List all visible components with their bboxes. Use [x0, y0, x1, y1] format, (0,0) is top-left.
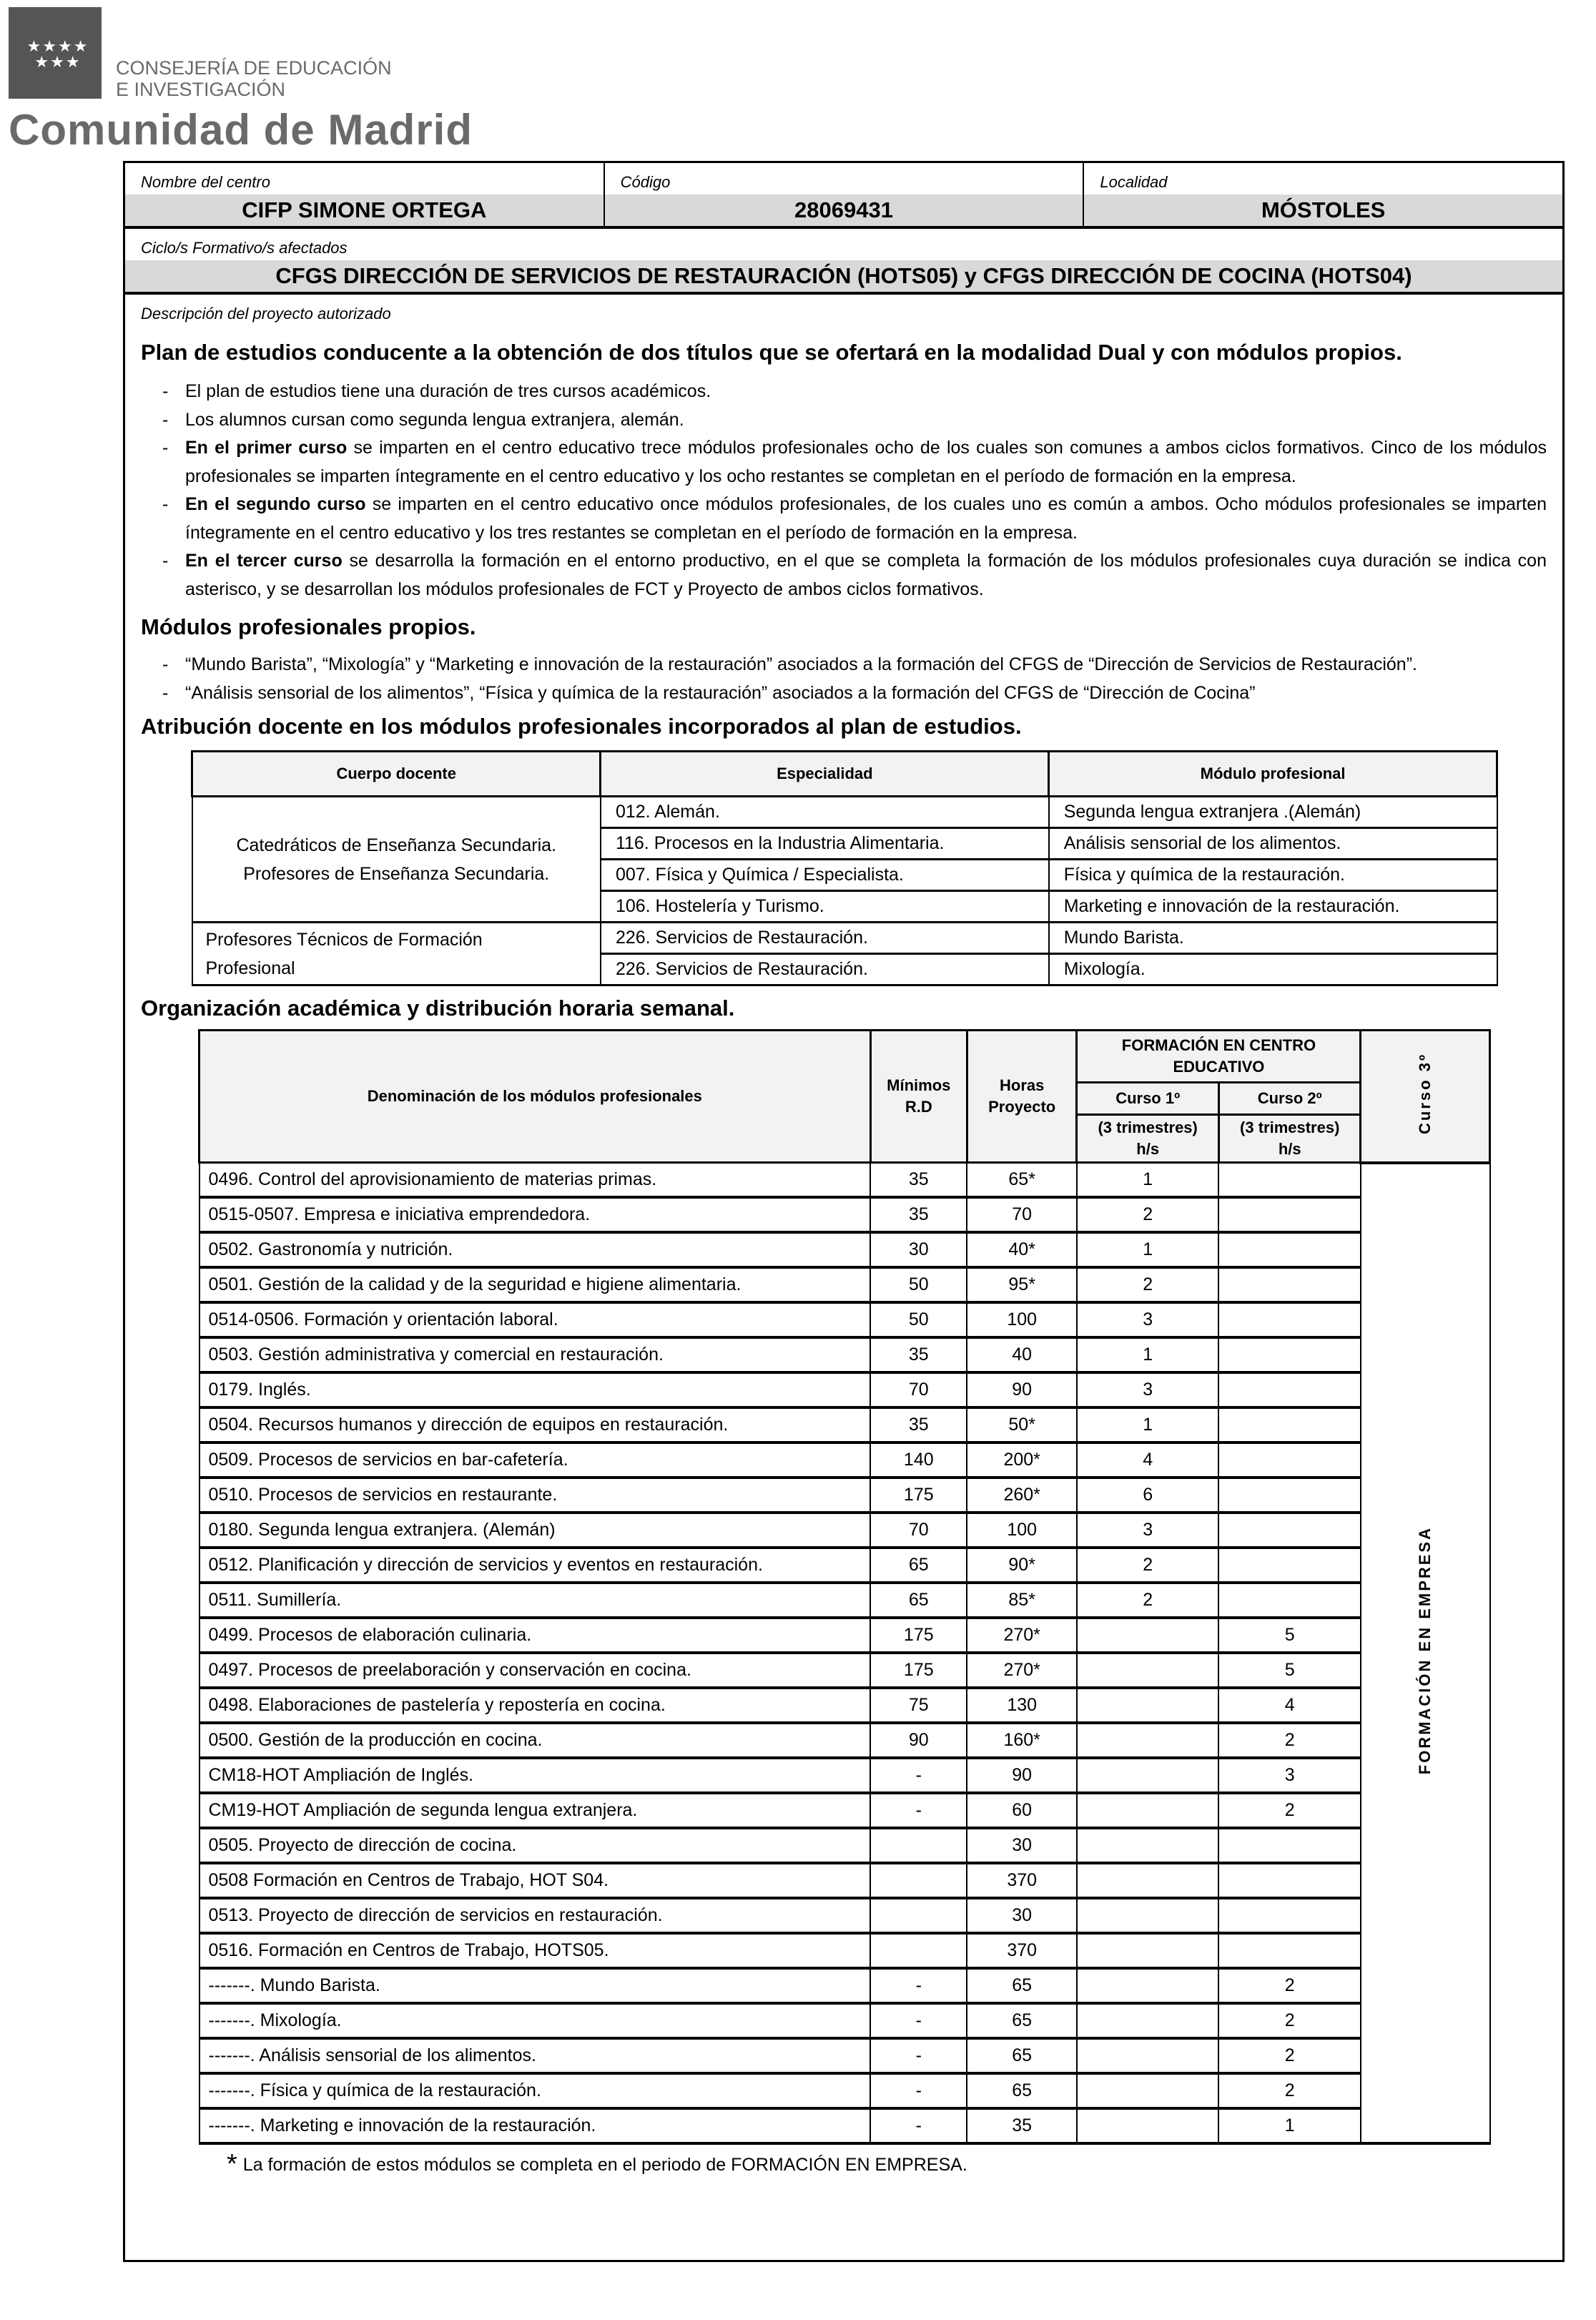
module-name-cell: 0500. Gestión de la producción en cocina.: [200, 1723, 871, 1758]
minimos-cell: 140: [870, 1442, 967, 1478]
plan-bullet: - El plan de estudios tiene una duración de tres cursos académicos.: [162, 378, 1547, 406]
minimos-cell: -: [870, 1793, 967, 1828]
curso2-hours-cell: [1218, 1372, 1361, 1407]
curso2-hours-cell: [1218, 1197, 1361, 1232]
comunidad-madrid-logo: [9, 7, 509, 154]
horas-cell: 60: [967, 1793, 1076, 1828]
module-name-cell: 0180. Segunda lengua extranjera. (Alemán): [200, 1513, 871, 1548]
module-name-cell: -------. Análisis sensorial de los alimentos.: [200, 2038, 871, 2073]
code-label: Código: [620, 173, 671, 191]
minimos-cell: 70: [870, 1513, 967, 1548]
module-name-cell: 0179. Inglés.: [200, 1372, 871, 1407]
curso1-hours-cell: 3: [1077, 1372, 1219, 1407]
cuerpo-catedraticos: Catedráticos de Enseñanza Secundaria. Profesores de Enseñanza Secundaria.: [192, 797, 601, 923]
curso2-hours-cell: 2: [1218, 1968, 1361, 2003]
own-modules-bullets: [141, 651, 1547, 707]
minimos-cell: 175: [870, 1618, 967, 1653]
table-row: [200, 1653, 1490, 1688]
curso1-hours-cell: [1077, 1793, 1219, 1828]
curso2-hours-cell: 2: [1218, 1793, 1361, 1828]
table-row: [200, 1232, 1490, 1267]
cycles-row: [125, 229, 1562, 295]
centre-name-value: CIFP SIMONE ORTEGA: [125, 195, 604, 226]
horas-cell: 35: [967, 2108, 1076, 2143]
curso1-hours-cell: [1077, 1933, 1219, 1968]
plan-title: Plan de estudios conducente a la obtención de dos títulos que se ofertará en la modalidad Dual y con módulos propios.: [141, 340, 1402, 365]
col-modulo-profesional: Módulo profesional: [1049, 752, 1497, 797]
table-row: [200, 1723, 1490, 1758]
table-row: [200, 1372, 1490, 1407]
minimos-cell: -: [870, 2073, 967, 2108]
curso1-hours-cell: [1077, 1618, 1219, 1653]
module-name-cell: 0497. Procesos de preelaboración y conservación en cocina.: [200, 1653, 871, 1688]
module-name-cell: -------. Marketing e innovación de la restauración.: [200, 2108, 871, 2143]
minimos-cell: -: [870, 2108, 967, 2143]
curso2-hours-cell: [1218, 1232, 1361, 1267]
table-row: [200, 1618, 1490, 1653]
plan-bullet: - En el tercer curso se desarrolla la formación en el entorno productivo, en el que se completa la formación de los módulos profesionales cuya duración se indica con asterisco, y se desarrollan los módulos profesionales de FCT y Proyecto de ambos ciclos formativos.: [162, 547, 1547, 604]
minimos-cell: [870, 1828, 967, 1863]
col-horas: Horas Proyecto: [967, 1031, 1076, 1163]
curso1-hours-cell: [1077, 1898, 1219, 1933]
module-name-cell: 0511. Sumillería.: [200, 1583, 871, 1618]
module-name-cell: 0514-0506. Formación y orientación laboral.: [200, 1302, 871, 1337]
table-row: [200, 2003, 1490, 2038]
curso1-hours-cell: 1: [1077, 1163, 1219, 1198]
centre-info-row: [125, 163, 1562, 229]
modulo-cell: Marketing e innovación de la restauración.: [1049, 891, 1497, 923]
module-name-cell: 0509. Procesos de servicios en bar-cafetería.: [200, 1442, 871, 1478]
horas-cell: 95*: [967, 1267, 1076, 1302]
curso1-hours-cell: 1: [1077, 1337, 1219, 1372]
horas-cell: 70: [967, 1197, 1076, 1232]
module-name-cell: 0515-0507. Empresa e iniciativa emprendedora.: [200, 1197, 871, 1232]
curso1-hours-cell: 1: [1077, 1232, 1219, 1267]
curso2-hours-cell: 2: [1218, 2073, 1361, 2108]
especialidad-cell: 226. Servicios de Restauración.: [601, 923, 1049, 954]
module-name-cell: 0503. Gestión administrativa y comercial en restauración.: [200, 1337, 871, 1372]
minimos-cell: 35: [870, 1197, 967, 1232]
logo-emblem: [9, 7, 102, 99]
table-row: [200, 1793, 1490, 1828]
curso1-hours-cell: [1077, 2003, 1219, 2038]
table-row: [200, 1197, 1490, 1232]
module-name-cell: 0501. Gestión de la calidad y de la seguridad e higiene alimentaria.: [200, 1267, 871, 1302]
curso2-hours-cell: [1218, 1513, 1361, 1548]
locality-cell: [1084, 163, 1562, 226]
modulo-cell: Mixología.: [1049, 954, 1497, 985]
minimos-cell: 35: [870, 1337, 967, 1372]
minimos-cell: 75: [870, 1688, 967, 1723]
horas-cell: 130: [967, 1688, 1076, 1723]
minimos-cell: -: [870, 1968, 967, 2003]
curso2-hours-cell: [1218, 1863, 1361, 1898]
horas-cell: 65*: [967, 1163, 1076, 1198]
locality-label: Localidad: [1100, 173, 1168, 191]
asterisk-icon: *: [227, 2149, 237, 2179]
table-row: [200, 2073, 1490, 2108]
table-row: [200, 1968, 1490, 2003]
horas-cell: 30: [967, 1828, 1076, 1863]
curso1-hours-cell: [1077, 1828, 1219, 1863]
horas-cell: 270*: [967, 1618, 1076, 1653]
formacion-empresa-label: FORMACIÓN EN EMPRESA: [1416, 1526, 1434, 1775]
col-curso1-trimestres: (3 trimestres) h/s: [1077, 1115, 1219, 1163]
table-row: [200, 1863, 1490, 1898]
curso1-hours-cell: [1077, 2108, 1219, 2143]
curso2-hours-cell: [1218, 1337, 1361, 1372]
minimos-cell: 175: [870, 1478, 967, 1513]
curso2-hours-cell: [1218, 1163, 1361, 1198]
hours-table-body: [200, 1163, 1490, 2144]
minimos-cell: [870, 1898, 967, 1933]
horas-cell: 200*: [967, 1442, 1076, 1478]
horas-cell: 65: [967, 2073, 1076, 2108]
cycles-value: CFGS DIRECCIÓN DE SERVICIOS DE RESTAURACIÓN (HOTS05) y CFGS DIRECCIÓN DE COCINA (HOTS04): [125, 260, 1562, 292]
curso1-hours-cell: 4: [1077, 1442, 1219, 1478]
curso1-hours-cell: [1077, 1723, 1219, 1758]
consejeria-name: CONSEJERÍA DE EDUCACIÓN E INVESTIGACIÓN: [116, 57, 392, 100]
minimos-cell: 70: [870, 1372, 967, 1407]
cycles-label: Ciclo/s Formativo/s afectados: [141, 239, 348, 257]
curso1-hours-cell: [1077, 1863, 1219, 1898]
col-curso3: Curso 3º: [1361, 1031, 1490, 1163]
horas-cell: 65: [967, 2003, 1076, 2038]
own-module-bullet: - “Análisis sensorial de los alimentos”, “Física y química de la restauración” asociados a la formación del CFGS de “Dirección de Cocina”: [162, 679, 1547, 708]
module-name-cell: 0496. Control del aprovisionamiento de materias primas.: [200, 1163, 871, 1198]
modulo-cell: Mundo Barista.: [1049, 923, 1497, 954]
module-name-cell: 0508 Formación en Centros de Trabajo, HOT S04.: [200, 1863, 871, 1898]
attribution-title: Atribución docente en los módulos profesionales incorporados al plan de estudios.: [141, 714, 1022, 739]
curso1-hours-cell: [1077, 2038, 1219, 2073]
horas-cell: 270*: [967, 1653, 1076, 1688]
curso1-hours-cell: 6: [1077, 1478, 1219, 1513]
curso1-hours-cell: 3: [1077, 1513, 1219, 1548]
horas-cell: 370: [967, 1863, 1076, 1898]
curso2-hours-cell: [1218, 1898, 1361, 1933]
plan-bullet: - En el primer curso se imparten en el centro educativo trece módulos profesionales ocho de los cuales son comunes a ambos ciclos formativos. Cinco de los módulos profesionales se imparten íntegramente en el centro educativo y los ocho restantes se completan en el período de formación en la empresa.: [162, 434, 1547, 491]
minimos-cell: 175: [870, 1653, 967, 1688]
table-row: [192, 797, 1497, 828]
horas-cell: 100: [967, 1302, 1076, 1337]
minimos-cell: 65: [870, 1583, 967, 1618]
table-row: [200, 1548, 1490, 1583]
horas-cell: 85*: [967, 1583, 1076, 1618]
curso2-hours-cell: [1218, 1267, 1361, 1302]
minimos-cell: 65: [870, 1548, 967, 1583]
module-name-cell: 0505. Proyecto de dirección de cocina.: [200, 1828, 871, 1863]
horas-cell: 260*: [967, 1478, 1076, 1513]
own-modules-title: Módulos profesionales propios.: [141, 614, 476, 639]
module-name-cell: 0513. Proyecto de dirección de servicios en restauración.: [200, 1898, 871, 1933]
module-name-cell: 0512. Planificación y dirección de servicios y eventos en restauración.: [200, 1548, 871, 1583]
horas-cell: 370: [967, 1933, 1076, 1968]
horas-cell: 65: [967, 1968, 1076, 2003]
curso1-hours-cell: 2: [1077, 1267, 1219, 1302]
col-cuerpo-docente: Cuerpo docente: [192, 752, 601, 797]
minimos-cell: 90: [870, 1723, 967, 1758]
table-row: [200, 1337, 1490, 1372]
curso2-hours-cell: 1: [1218, 2108, 1361, 2143]
minimos-cell: 50: [870, 1267, 967, 1302]
plan-bullet: - En el segundo curso se imparten en el centro educativo once módulos profesionales, de los cuales uno es común a ambos. Ocho módulos profesionales se imparten íntegramente en el centro educativo y los tres restantes se completan en el período de formación en la empresa.: [162, 491, 1547, 547]
col-curso2-trimestres: (3 trimestres) h/s: [1218, 1115, 1361, 1163]
modulo-cell: Análisis sensorial de los alimentos.: [1049, 828, 1497, 860]
col-minimos: Mínimos R.D: [870, 1031, 967, 1163]
curso2-hours-cell: 4: [1218, 1688, 1361, 1723]
cuerpo-profesores-tecnicos: Profesores Técnicos de Formación Profesional: [192, 923, 601, 985]
curso1-hours-cell: [1077, 1653, 1219, 1688]
horas-cell: 65: [967, 2038, 1076, 2073]
especialidad-cell: 012. Alemán.: [601, 797, 1049, 828]
horas-cell: 100: [967, 1513, 1076, 1548]
module-name-cell: -------. Mundo Barista.: [200, 1968, 871, 2003]
table-row: [200, 1513, 1490, 1548]
horas-cell: 90: [967, 1372, 1076, 1407]
hours-table: [198, 1029, 1491, 2145]
especialidad-cell: 007. Física y Química / Especialista.: [601, 860, 1049, 891]
footnote: * La formación de estos módulos se completa en el periodo de FORMACIÓN EN EMPRESA.: [227, 2149, 967, 2179]
col-curso1: Curso 1º: [1077, 1083, 1219, 1115]
modulo-cell: Segunda lengua extranjera .(Alemán): [1049, 797, 1497, 828]
curso2-hours-cell: 2: [1218, 2038, 1361, 2073]
curso2-hours-cell: 2: [1218, 2003, 1361, 2038]
modulo-cell: Física y química de la restauración.: [1049, 860, 1497, 891]
table-row: [200, 1163, 1490, 1198]
curso1-hours-cell: [1077, 2073, 1219, 2108]
curso2-hours-cell: [1218, 1478, 1361, 1513]
minimos-cell: -: [870, 2003, 967, 2038]
minimos-cell: 30: [870, 1232, 967, 1267]
col-curso2: Curso 2º: [1218, 1083, 1361, 1115]
horas-cell: 90*: [967, 1548, 1076, 1583]
code-value: 28069431: [605, 195, 1083, 226]
table-row: [200, 1302, 1490, 1337]
description-content: [125, 339, 1562, 2186]
minimos-cell: 35: [870, 1407, 967, 1442]
module-name-cell: -------. Física y química de la restauración.: [200, 2073, 871, 2108]
curso1-hours-cell: [1077, 1968, 1219, 2003]
minimos-cell: [870, 1863, 967, 1898]
especialidad-cell: 226. Servicios de Restauración.: [601, 954, 1049, 985]
module-name-cell: 0499. Procesos de elaboración culinaria.: [200, 1618, 871, 1653]
horas-cell: 40*: [967, 1232, 1076, 1267]
table-row: [192, 923, 1497, 954]
module-name-cell: 0498. Elaboraciones de pastelería y repostería en cocina.: [200, 1688, 871, 1723]
curso2-hours-cell: [1218, 1302, 1361, 1337]
organization-name: Comunidad de Madrid: [9, 106, 473, 154]
table-row: [200, 1898, 1490, 1933]
attribution-table: [191, 750, 1498, 986]
minimos-cell: -: [870, 2038, 967, 2073]
horas-cell: 40: [967, 1337, 1076, 1372]
especialidad-cell: 116. Procesos en la Industria Alimentaria.: [601, 828, 1049, 860]
organization-title: Organización académica y distribución horaria semanal.: [141, 996, 735, 1021]
curso2-hours-cell: 3: [1218, 1758, 1361, 1793]
curso1-hours-cell: 3: [1077, 1302, 1219, 1337]
code-cell: [605, 163, 1085, 226]
curso2-hours-cell: 5: [1218, 1653, 1361, 1688]
table-row: [200, 2108, 1490, 2143]
curso2-hours-cell: [1218, 1828, 1361, 1863]
locality-value: MÓSTOLES: [1084, 195, 1562, 226]
centre-name-label: Nombre del centro: [141, 173, 270, 191]
plan-bullets: [141, 378, 1547, 604]
module-name-cell: -------. Mixología.: [200, 2003, 871, 2038]
curso2-hours-cell: [1218, 1548, 1361, 1583]
curso1-hours-cell: 2: [1077, 1548, 1219, 1583]
own-module-bullet: - “Mundo Barista”, “Mixología” y “Marketing e innovación de la restauración” asociados a la formación del CFGS de “Dirección de Servicios de Restauración”.: [162, 651, 1547, 679]
curso2-hours-cell: 5: [1218, 1618, 1361, 1653]
module-name-cell: 0510. Procesos de servicios en restaurante.: [200, 1478, 871, 1513]
minimos-cell: -: [870, 1758, 967, 1793]
table-row: [200, 1583, 1490, 1618]
table-row: [200, 1758, 1490, 1793]
curso1-hours-cell: 2: [1077, 1197, 1219, 1232]
module-name-cell: 0504. Recursos humanos y dirección de equipos en restauración.: [200, 1407, 871, 1442]
module-name-cell: 0516. Formación en Centros de Trabajo, HOTS05.: [200, 1933, 871, 1968]
curso2-hours-cell: [1218, 1442, 1361, 1478]
table-row: [200, 1933, 1490, 1968]
table-row: [200, 2038, 1490, 2073]
project-form: [123, 161, 1565, 2262]
minimos-cell: [870, 1933, 967, 1968]
table-row: [200, 1688, 1490, 1723]
curso1-hours-cell: 1: [1077, 1407, 1219, 1442]
centre-name-cell: [125, 163, 605, 226]
curso2-hours-cell: [1218, 1407, 1361, 1442]
especialidad-cell: 106. Hostelería y Turismo.: [601, 891, 1049, 923]
table-row: [200, 1442, 1490, 1478]
col-denominacion: Denominación de los módulos profesionales: [200, 1031, 871, 1163]
module-name-cell: CM18-HOT Ampliación de Inglés.: [200, 1758, 871, 1793]
horas-cell: 50*: [967, 1407, 1076, 1442]
curso2-hours-cell: 2: [1218, 1723, 1361, 1758]
curso2-hours-cell: [1218, 1583, 1361, 1618]
horas-cell: 30: [967, 1898, 1076, 1933]
col-formacion-centro: FORMACIÓN EN CENTRO EDUCATIVO: [1077, 1031, 1361, 1083]
module-name-cell: CM19-HOT Ampliación de segunda lengua extranjera.: [200, 1793, 871, 1828]
curso2-hours-cell: [1218, 1933, 1361, 1968]
minimos-cell: 50: [870, 1302, 967, 1337]
plan-bullet: - Los alumnos cursan como segunda lengua extranjera, alemán.: [162, 406, 1547, 435]
col-especialidad: Especialidad: [601, 752, 1049, 797]
horas-cell: 90: [967, 1758, 1076, 1793]
formacion-empresa-cell: [1361, 1163, 1490, 2144]
table-row: [200, 1407, 1490, 1442]
table-row: [200, 1267, 1490, 1302]
curso1-hours-cell: [1077, 1688, 1219, 1723]
stars-icon: ★★★★ ★★★: [26, 37, 89, 71]
horas-cell: 160*: [967, 1723, 1076, 1758]
module-name-cell: 0502. Gastronomía y nutrición.: [200, 1232, 871, 1267]
curso1-hours-cell: [1077, 1758, 1219, 1793]
description-label: Descripción del proyecto autorizado: [141, 305, 391, 323]
minimos-cell: 35: [870, 1163, 967, 1198]
curso1-hours-cell: 2: [1077, 1583, 1219, 1618]
table-row: [200, 1828, 1490, 1863]
table-row: [200, 1478, 1490, 1513]
